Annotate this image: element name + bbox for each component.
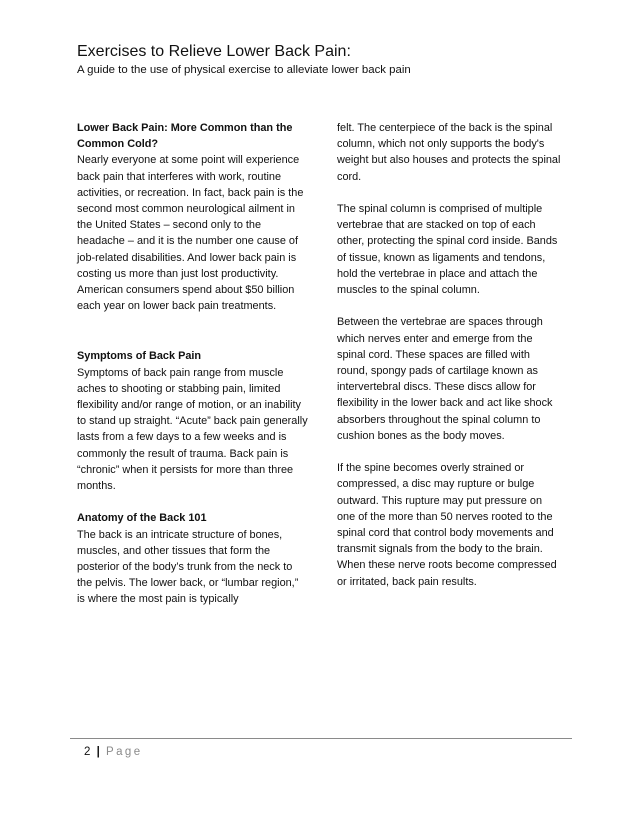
page-footer xyxy=(84,745,143,759)
section-body-anatomy: The back is an intricate structure of bones, muscles, and other tissues that form the posterior of the body’s trunk from the neck to the pelvis. The lower back, or “lumbar region,” is where the most pain is typically xyxy=(77,528,299,606)
paragraph-spinal-centerpiece: felt. The centerpiece of the back is the spinal column, which not only supports the body's weight but also houses and protects the spinal cord. xyxy=(337,122,561,183)
page-label: Page xyxy=(106,746,143,758)
right-column xyxy=(337,120,563,590)
paragraph-disc-rupture: If the spine becomes overly strained or compressed, a disc may rupture or bulge outward. This rupture may put pressure on one of the more than 50 nerves rooted to the spinal cord that control body movements and transmit signals from the body to the brain. When these nerve roots become compressed or irritated, back pain results. xyxy=(337,462,557,588)
section-heading-anatomy: Anatomy of the Back 101 xyxy=(77,512,207,525)
footer-divider xyxy=(70,738,572,739)
left-column xyxy=(77,120,309,608)
section-body-symptoms: Symptoms of back pain range from muscle aches to shooting or stabbing pain, limited flexibility and/or range of motion, or an inability to stand up straight. “Acute” back pain generally lasts from a few days to a few weeks and is commonly the result of trauma. Back pain is “chronic” when it persists for more than three months. xyxy=(77,366,308,493)
page-subtitle: A guide to the use of physical exercise to alleviate lower back pain xyxy=(77,64,411,76)
paragraph-spinal-column: The spinal column is comprised of multiple vertebrae that are stacked on top of each other, protecting the spinal cord inside. Bands of tissue, known as ligaments and tendons, hold the vertebrae in place and attach the muscles to the spinal column. xyxy=(337,203,558,297)
section-heading-symptoms: Symptoms of Back Pain xyxy=(77,350,202,363)
section-heading-common-cold: Lower Back Pain: More Common than the Common Cold? xyxy=(77,122,293,151)
footer-separator: | xyxy=(96,746,100,758)
page-title: Exercises to Relieve Lower Back Pain: xyxy=(77,43,351,60)
page-number: 2 xyxy=(84,746,91,758)
section-body-common-cold: Nearly everyone at some point will experience back pain that interferes with work, routine activities, or recreation. In fact, back pain is the second most common neurological ailment in the United States – second only to the headache – and it is the number one cause of job-related disabilities. And lower back pain is costing us more than just lost productivity. American consumers spend about $50 billion each year on lower back pain treatments. xyxy=(77,154,304,313)
paragraph-intervertebral-discs: Between the vertebrae are spaces through which nerves enter and emerge from the spinal cord. These spaces are filled with round, spongy pads of cartilage known as intervertebral discs. These discs allow for flexibility in the lower back and act like shock absorbers throughout the spinal column to cushion bones as the body moves. xyxy=(337,316,553,442)
